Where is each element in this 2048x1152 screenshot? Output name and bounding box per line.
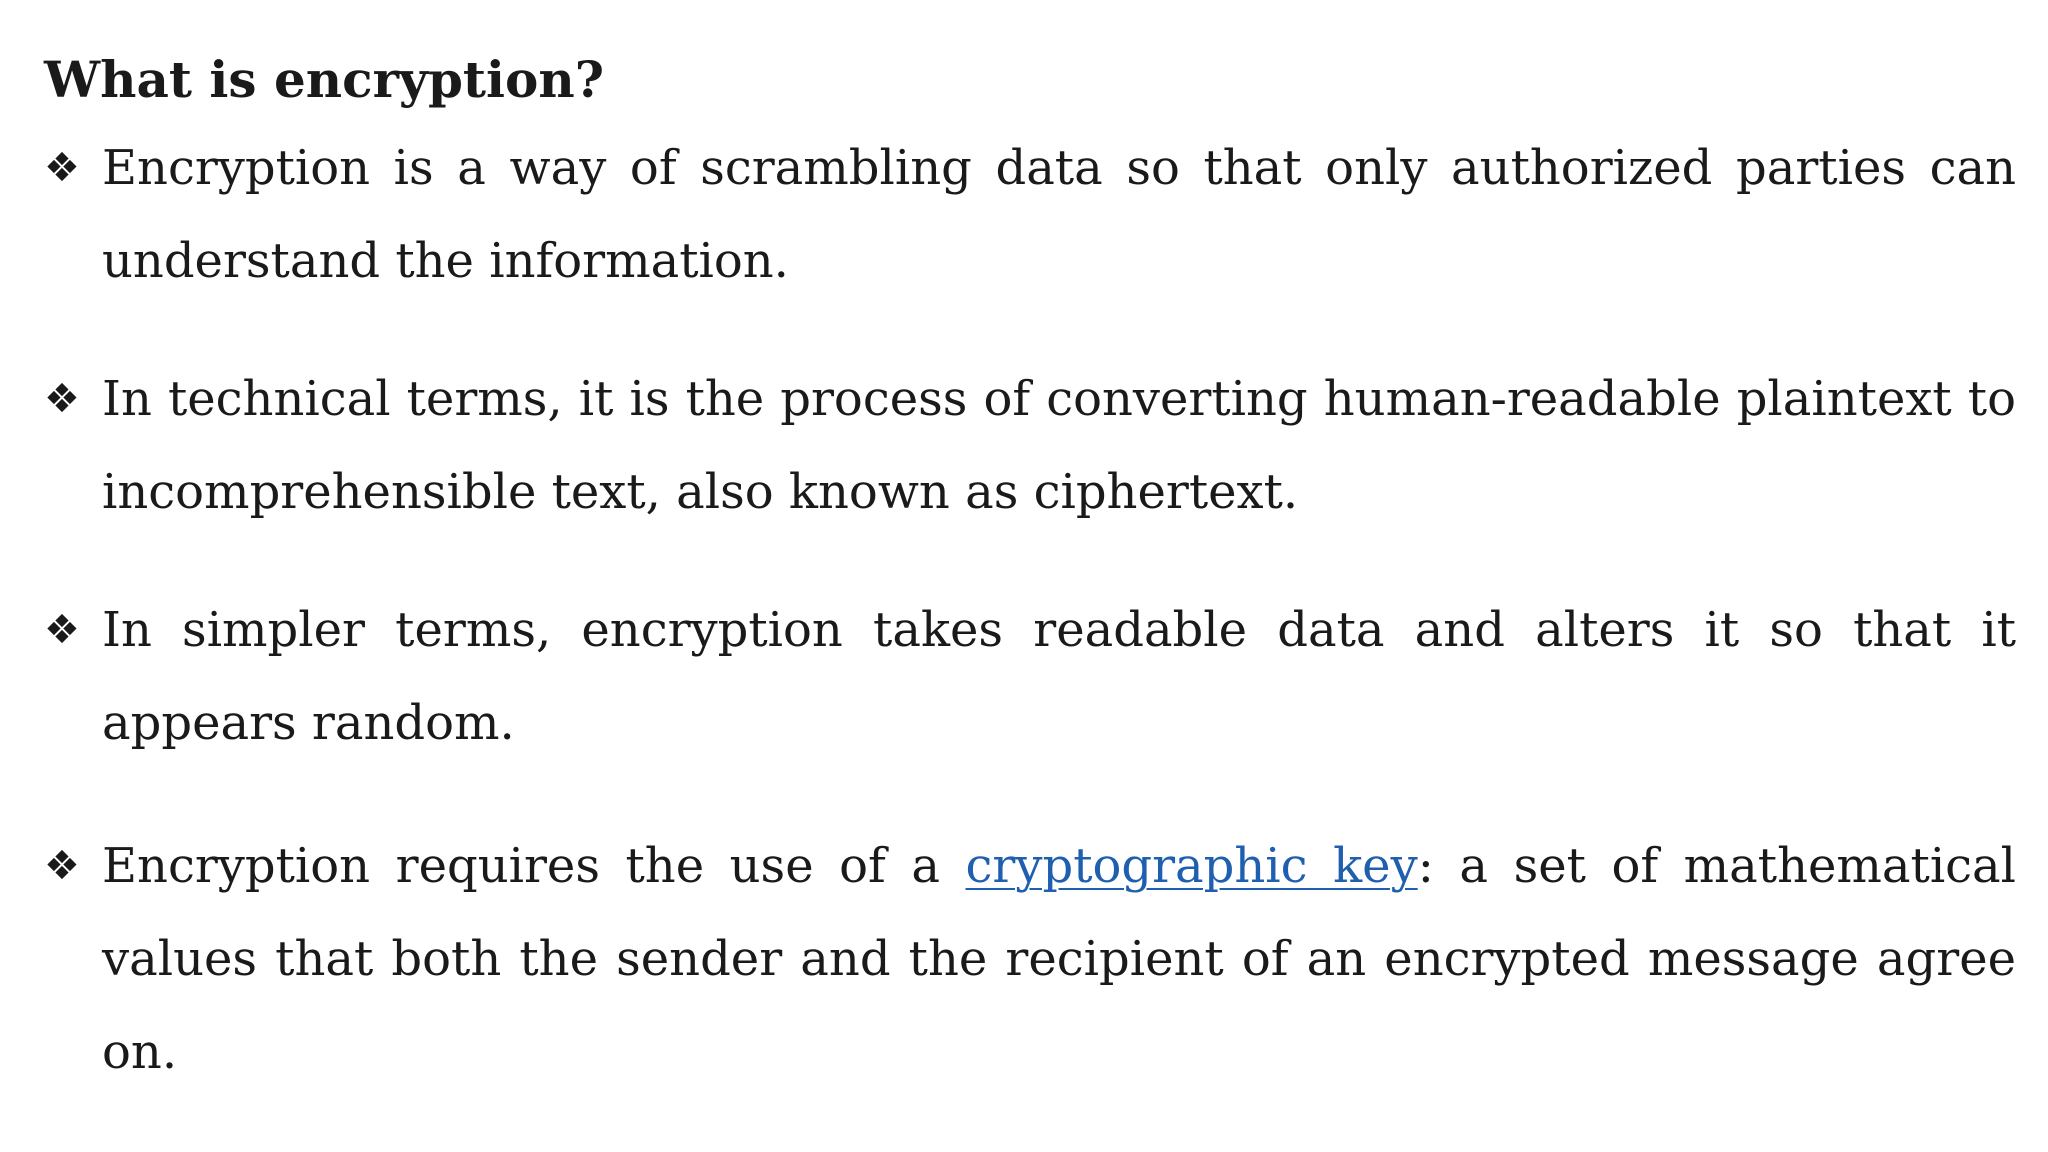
- document-page: [44, 40, 2016, 1099]
- diamond-bullet-icon: ❖: [44, 145, 80, 191]
- diamond-bullet-icon: ❖: [44, 607, 80, 653]
- list-item: [44, 353, 2016, 539]
- list-item: [44, 820, 2016, 1099]
- list-item-text: Encryption is a way of scrambling data so that only authorized parties can understand the information.: [102, 140, 2016, 289]
- diamond-bullet-icon: ❖: [44, 376, 80, 422]
- list-item: [44, 584, 2016, 770]
- diamond-bullet-icon: ❖: [44, 843, 80, 889]
- cryptographic-key-link[interactable]: cryptographic key: [965, 838, 1418, 894]
- list-item: [44, 122, 2016, 308]
- list-item-text-after-link: : a set of mathematical values that both the sender and the recipient of an encrypted message agree on.: [102, 838, 2017, 1080]
- list-item-text: In technical terms, it is the process of converting human-readable plaintext to incomprehensible text, also known as ciphertext.: [102, 371, 2016, 520]
- page-title: What is encryption?: [44, 50, 605, 109]
- list-item-text: In simpler terms, encryption takes readable data and alters it so that it appears random.: [102, 602, 2016, 751]
- list-item-text-before-link: Encryption requires the use of a: [102, 838, 966, 894]
